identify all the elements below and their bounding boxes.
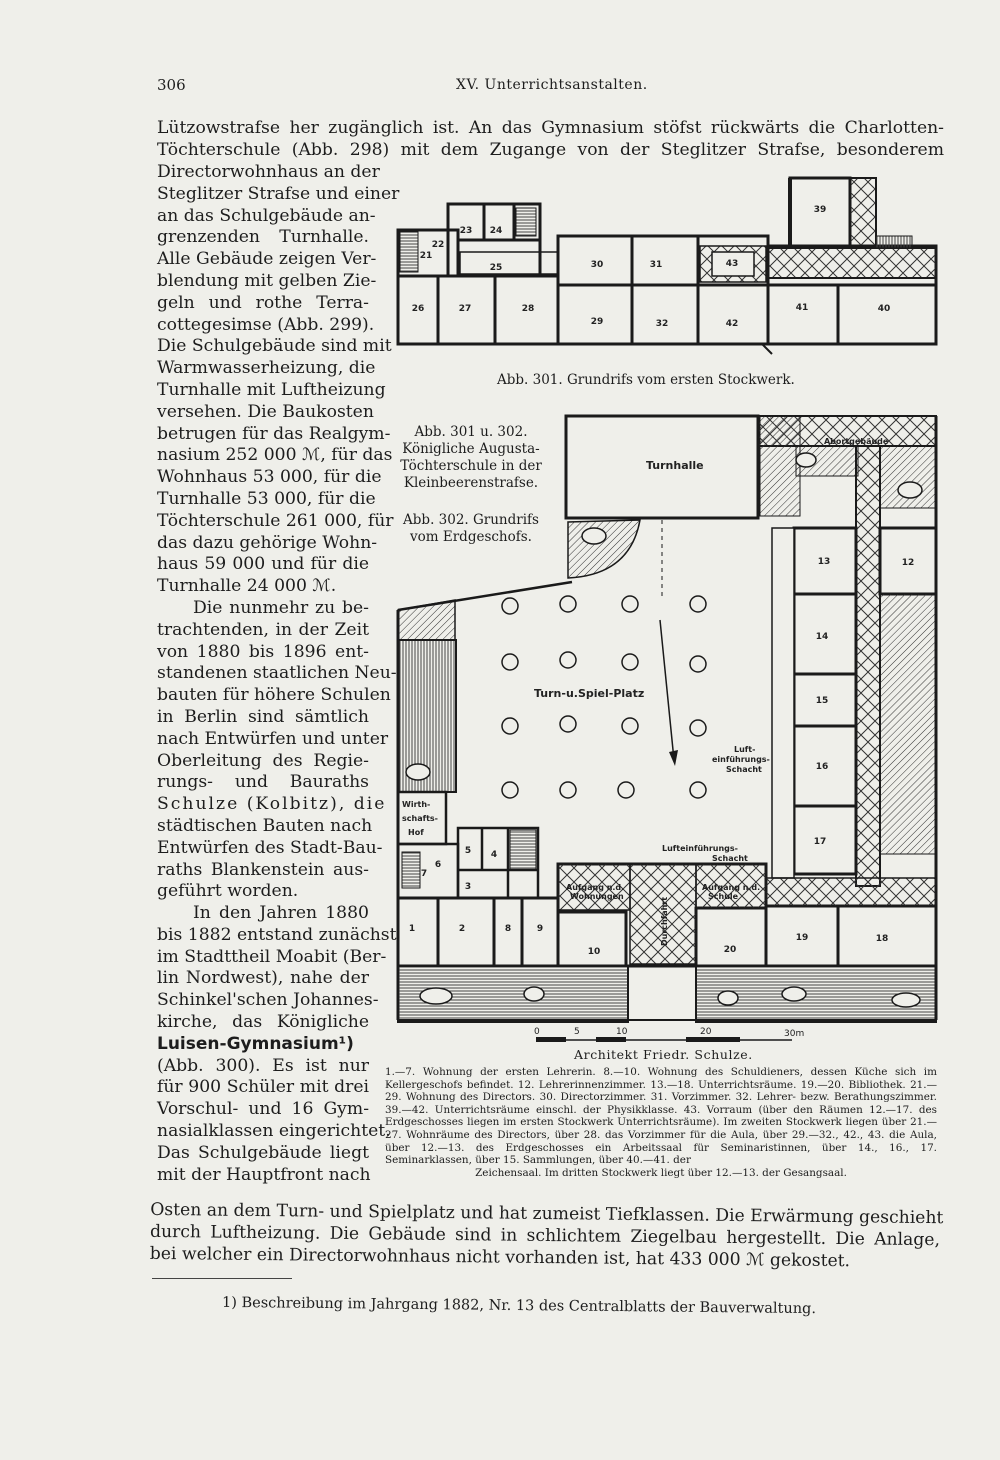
label-luftschacht-1: Luft- [734,745,756,754]
room-28: 28 [521,304,535,314]
room-29: 29 [590,317,604,327]
room-16: 16 [815,762,829,772]
room-31: 31 [649,260,663,270]
caption-line: vom Erdgeschofs. [410,529,532,545]
room-17: 17 [813,837,827,847]
room-21: 21 [419,251,433,261]
text-line: geführt worden. [157,881,299,902]
text-line: In den Jahren 1880 [193,903,369,924]
text-line: im Stadttheil Moabit (Ber- [157,946,387,967]
room-5: 5 [464,846,472,856]
room-10: 10 [587,947,601,957]
room-27: 27 [458,304,472,314]
scale-tick-30: 30m [784,1029,805,1039]
text-line: lin Nordwest), nahe der [157,968,369,989]
caption-line: Abb. 301 u. 302. [414,424,528,440]
text-line: rungs- und Bauraths [157,772,369,793]
text-line: an das Schulgebäude an- [157,205,376,226]
text-line: Turnhalle mit Luftheizung [157,379,386,400]
text-line: durch Luftheizung. Die Gebäude sind in schlichtem Ziegelbau hergestellt. Die Anlage, [149,1221,941,1250]
legend-text: 1.—7. Wohnung der ersten Lehrerin. 8.—10. Wohnung des Schuldieners, dessen Küche sich im Kellergeschofs befindet. 12. Lehrerinnenzimmer. 13.—18. Unterrichtsräume. 19.—20. Bibliothek. 21.—29. Wohnung des Directors. 30. Directorzimmer. 31. Vorzimmer. 32. Lehrer- bezw. Berathungszimmer. 39.—42. Unterrichtsräume einschl. der Physikklasse. 43. Vorraum (über den Räumen 12.—17. des Erdgeschosses liegen im ersten Stockwerk Unterrichtsräume). Im zweiten Stockwerk liegen über 21.—27. Wohnräume des Directors, über 28. das Vorzimmer für die Aula, über 29.—32., 42., 43. die Aula, über 12.—13. des Erdgeschosses ein Arbeitssaal für Seminaristinnen, über 14., 16., 17. Seminarklassen, über 15. Sammlungen, über 40.—41. der [385,1066,937,1167]
caption-line: Töchterschule in der [400,458,542,474]
text-line: (Abb. 300). Es ist nur [157,1055,369,1076]
text-line: Oberleitung des Regie- [157,750,369,771]
room-7: 7 [420,869,428,879]
text-line: Vorschul- und 16 Gym- [157,1099,369,1120]
room-9: 9 [536,924,544,934]
label-durchfahrt: Durchfahrt [660,896,669,946]
text-line: Wohnhaus 53 000, für die [157,467,382,488]
room-4: 4 [490,850,498,860]
scale-bar [534,1027,804,1042]
room-40: 40 [877,304,891,314]
text-line: in Berlin sind sämtlich [157,706,369,727]
caption-line: Kleinbeerenstrafse. [403,475,539,491]
room-1: 1 [408,924,416,934]
text-line: geln und rothe Terra- [157,292,369,313]
room-19: 19 [795,933,809,943]
label-aufgang-schule-1: Aufgang n.d. [702,883,761,892]
room-2: 2 [458,924,466,934]
text-line: nasialklassen eingerichtet. [157,1121,391,1142]
text-line: Alle Gebäude zeigen Ver- [157,249,377,270]
label-luftschacht-2: einführungs- [712,755,770,764]
room-18: 18 [875,934,889,944]
text-line: Warmwasserheizung, die [157,358,376,379]
caption-group [391,424,551,492]
text-line: Das Schulgebäude liegt [157,1142,369,1163]
text-line: haus 59 000 und für die [157,554,369,575]
text-line: Schulze (Kolbitz), die [157,794,387,815]
label-aufgang-schule-2: Schule [708,892,739,901]
label-abortgebaeude: Abortgebäude [824,437,889,446]
room-39: 39 [813,205,827,215]
text-line: nach Entwürfen und unter [157,728,389,749]
text-line: Die nunmehr zu be- [193,597,369,618]
room-30: 30 [590,260,604,270]
text-line: Entwürfen des Stadt-Bau- [157,837,383,858]
label-aufgang-wohnungen-2: Wohnungen [570,892,624,901]
text-line: betrugen für das Realgym- [157,423,391,444]
room-6: 6 [434,860,442,870]
text-line: grenzenden Turnhalle. [157,227,369,248]
text-line: von 1880 bis 1896 ent- [157,641,369,662]
caption-line: Abb. 302. Grundrifs [403,512,539,528]
room-15: 15 [815,696,829,706]
room-23: 23 [459,226,473,236]
caption-abb-301: Abb. 301. Grundrifs vom ersten Stockwerk. [497,372,795,388]
caption-abb-302 [391,512,551,546]
label-wirthschaftshof-3: Hof [408,828,424,837]
text-line: kirche, das Königliche [157,1012,369,1033]
text-line: cottegesimse (Abb. 299). [157,314,375,335]
room-43: 43 [725,259,739,269]
label-aufgang-wohnungen-1: Aufgang n.d. [566,883,625,892]
scale-tick-10: 10 [616,1027,628,1037]
text-line: nasium 252 000 ℳ, für das [157,445,393,466]
room-22: 22 [431,240,445,250]
label-turnhalle: Turnhalle [646,459,704,472]
caption-line: Königliche Augusta- [402,441,540,457]
footnote: 1) Beschreibung im Jahrgang 1882, Nr. 13 des Centralblatts der Bauverwaltung. [221,1294,817,1318]
scale-tick-5: 5 [574,1027,580,1037]
label-wirthschaftshof-2: schafts- [402,814,438,823]
plan-legend [385,1066,937,1179]
room-32: 32 [655,319,669,329]
text-line: städtischen Bauten nach [157,815,373,836]
text-bottom [149,1199,944,1274]
room-42: 42 [725,319,739,329]
legend-text-last: Zeichensaal. Im dritten Stockwerk liegt über 12.—13. der Gesangsaal. [475,1166,847,1179]
architect-credit: Architekt Friedr. Schulze. [574,1047,753,1062]
scale-tick-0: 0 [534,1027,540,1037]
running-header: XV. Unterrichtsanstalten. [456,77,648,93]
room-20: 20 [723,945,737,955]
room-41: 41 [795,303,809,313]
room-24: 24 [489,226,503,236]
room-26: 26 [411,304,425,314]
text-line: Töchterschule (Abb. 298) mit dem Zugange von der Steglitzer Strafse, besonderem [157,140,944,160]
text-line: Lützowstrafse her zugänglich ist. An das Gymnasium stöfst rückwärts die Charlotten- [157,118,944,138]
text-line: Osten an dem Turn- und Spielplatz und hat zumeist Tiefklassen. Die Erwärmung geschieht [150,1199,944,1229]
text-line: standenen staatlichen Neu- [157,663,397,684]
text-line: bei welcher ein Directorwohnhaus nicht vorhanden ist, hat 433 000 ℳ gekostet. [149,1243,851,1271]
text-line: Turnhalle 24 000 ℳ. [157,576,337,597]
page-number: 306 [157,76,186,94]
text-line: bis 1882 entstand zunächst [157,924,397,945]
text-line: Turnhalle 53 000, für die [157,488,376,509]
text-line: trachtenden, in der Zeit [157,619,369,640]
text-line: blendung mit gelben Zie- [157,270,377,291]
text-line: Die Schulgebäude sind mit [157,336,392,357]
room-14: 14 [815,632,829,642]
text-line: Schinkel'schen Johannes- [157,990,379,1011]
room-12: 12 [901,558,915,568]
label-lufteinfuehrung-1: Lufteinführungs- [662,844,738,853]
room-13: 13 [817,557,831,567]
text-line: mit der Hauptfront nach [157,1164,371,1185]
room-8: 8 [504,924,512,934]
text-line: Luisen-Gymnasium¹) [157,1033,354,1054]
label-turnplatz: Turn-u.Spiel-Platz [534,687,645,700]
label-luftschacht-3: Schacht [726,765,762,774]
text-line: raths Blankenstein aus- [157,859,369,880]
text-line: Directorwohnhaus an der [157,162,380,182]
label-wirthschaftshof-1: Wirth- [402,800,431,809]
room-3: 3 [464,882,472,892]
text-line: für 900 Schüler mit drei [157,1077,369,1098]
text-line: Steglitzer Strafse und einer [157,183,400,204]
text-line: bauten für höhere Schulen [157,685,391,706]
text-line: versehen. Die Baukosten [157,401,374,422]
label-lufteinfuehrung-2: Schacht [712,854,748,863]
footnote-rule [152,1278,292,1279]
scale-tick-20: 20 [700,1027,712,1037]
text-line: Töchterschule 261 000, für [157,510,394,531]
room-25: 25 [489,263,503,273]
text-line: das dazu gehörige Wohn- [157,532,378,553]
